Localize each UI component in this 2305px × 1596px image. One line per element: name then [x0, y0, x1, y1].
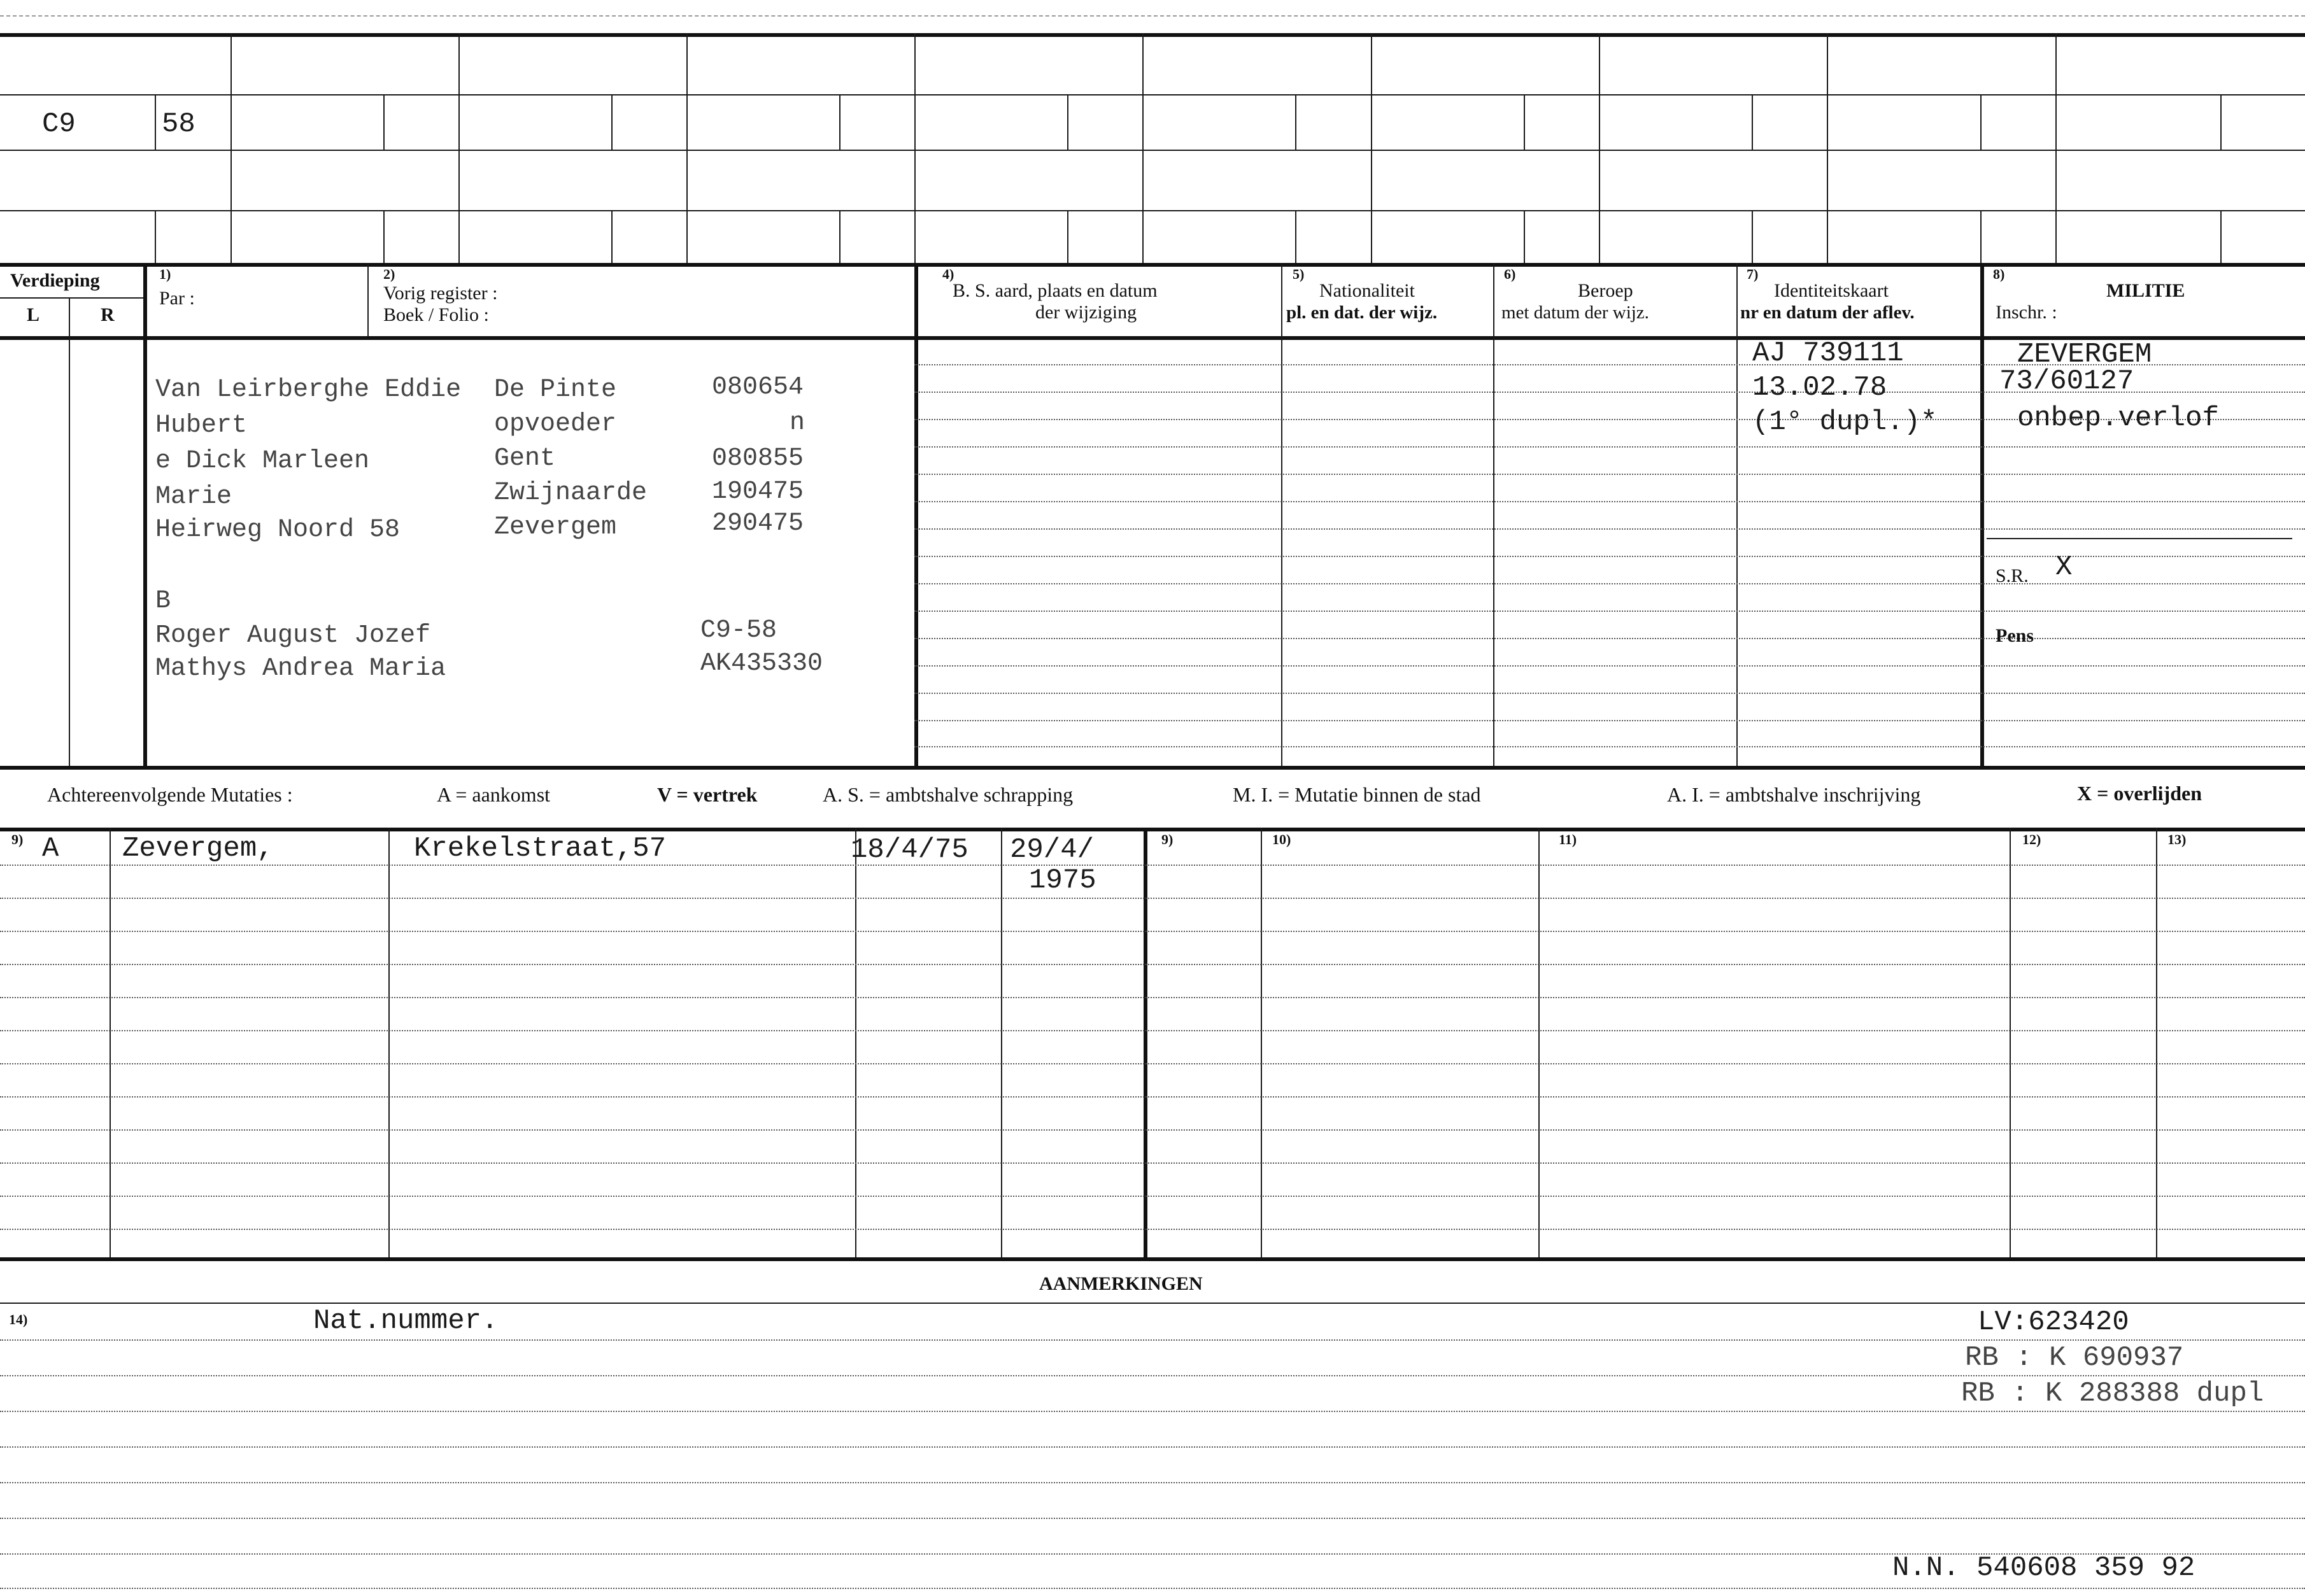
person-line4-date: 190475: [712, 477, 804, 506]
inschr-label: Inschr. :: [1996, 302, 2057, 323]
mutation-type: A: [42, 833, 59, 865]
identiteitskaart-header-line2: nr en datum der aflev.: [1740, 302, 1915, 323]
id-card-duplicate: (1° dupl.)*: [1752, 406, 1938, 438]
legend-x: X = overlijden: [2077, 782, 2202, 805]
militie-status: onbep.verlof: [2017, 402, 2219, 434]
rb-number-2: RB : K 288388 dupl: [1961, 1378, 2264, 1409]
person-line6-code: C9-58: [700, 616, 777, 645]
person-line7-code: AK435330: [700, 649, 823, 678]
militie-header: MILITIE: [2106, 280, 2185, 301]
militie-place: ZEVERGEM: [2017, 339, 2152, 371]
note-10: 10): [1272, 831, 1291, 847]
person-line5-place: Zevergem: [494, 513, 617, 542]
col-l-label: L: [27, 304, 40, 325]
mutation-street: Krekelstraat,57: [414, 833, 667, 865]
id-card-date: 13.02.78: [1752, 372, 1887, 404]
block-code: C9: [42, 108, 76, 140]
mutation-town: Zevergem,: [122, 833, 274, 865]
lv-number: LV:623420: [1978, 1306, 2129, 1338]
note-14: 14): [9, 1311, 28, 1327]
person-line4-place: Zwijnaarde: [494, 479, 648, 507]
boek-folio-label: Boek / Folio :: [383, 304, 489, 325]
note-12: 12): [2022, 831, 2041, 847]
remarks-title: AANMERKINGEN: [1039, 1273, 1203, 1294]
beroep-header-line2: met datum der wijz.: [1501, 302, 1649, 323]
identiteitskaart-header-line1: Identiteitskaart: [1774, 280, 1889, 301]
nationaliteit-header-line1: Nationaliteit: [1319, 280, 1415, 301]
person-line5-date: 290475: [712, 509, 804, 538]
id-card-number: AJ 739111: [1752, 337, 1904, 369]
person-line1-name: Van Leirberghe Eddie: [155, 376, 462, 404]
note-5: 5): [1293, 266, 1305, 282]
mutation-date-2-line1: 29/4/: [1010, 834, 1095, 866]
person-line2-name: Hubert: [155, 411, 248, 440]
bs-header-line1: B. S. aard, plaats en datum: [953, 280, 1158, 301]
person-line7-name: Mathys Andrea Maria: [155, 654, 446, 683]
note-2: 2): [383, 266, 395, 282]
legend-v: V = vertrek: [657, 783, 758, 806]
note-8: 8): [1993, 266, 2005, 282]
legend-title: Achtereenvolgende Mutaties :: [47, 783, 293, 806]
vorig-register-label: Vorig register :: [383, 283, 498, 304]
person-line2-date: n: [790, 409, 805, 437]
note-1: 1): [159, 266, 171, 282]
mutation-date-1: 18/4/75: [851, 834, 968, 866]
note-7: 7): [1747, 266, 1759, 282]
legend-mi: M. I. = Mutatie binnen de stad: [1233, 783, 1481, 806]
legend-as: A. S. = ambtshalve schrapping: [823, 783, 1074, 806]
person-line1-place: De Pinte: [494, 376, 617, 404]
national-number: N.N. 540608 359 92: [1892, 1552, 2195, 1584]
rb-number-1: RB : K 690937: [1965, 1342, 2184, 1374]
sr-label: S.R.: [1996, 565, 2029, 586]
person-line3-place: Gent: [494, 444, 556, 473]
note-13: 13): [2167, 831, 2187, 847]
sr-value: X: [2055, 551, 2073, 583]
note-9b: 9): [1161, 831, 1174, 847]
militie-number: 73/60127: [1999, 365, 2134, 397]
person-line1-date: 080654: [712, 373, 804, 402]
par-label: Par :: [159, 288, 195, 309]
scan-edge-line: [0, 15, 2305, 17]
mutation-date-2-line2: 1975: [1029, 865, 1096, 896]
verdieping-label: Verdieping: [10, 270, 100, 291]
bs-header-line2: der wijziging: [1035, 302, 1137, 323]
note-9: 9): [11, 831, 24, 847]
note-11: 11): [1559, 831, 1577, 847]
block-number: 58: [162, 108, 195, 140]
legend-ai: A. I. = ambtshalve inschrijving: [1667, 783, 1921, 806]
beroep-header-line1: Beroep: [1578, 280, 1633, 301]
person-line6-name: Roger August Jozef: [155, 621, 431, 650]
nat-nummer-label: Nat.nummer.: [313, 1305, 499, 1337]
pens-label: Pens: [1996, 625, 2034, 646]
person-line2-place: opvoeder: [494, 410, 617, 439]
person-line5-name: Heirweg Noord 58: [155, 516, 401, 544]
person-line4-name: Marie: [155, 483, 232, 511]
b-label: B: [155, 587, 171, 616]
person-line3-name: e Dick Marleen: [155, 447, 370, 476]
person-line3-date: 080855: [712, 444, 804, 473]
legend-a: A = aankomst: [437, 783, 551, 806]
col-r-label: R: [101, 304, 115, 325]
note-6: 6): [1504, 266, 1516, 282]
nationaliteit-header-line2: pl. en dat. der wijz.: [1286, 302, 1438, 323]
note-4: 4): [942, 266, 954, 282]
